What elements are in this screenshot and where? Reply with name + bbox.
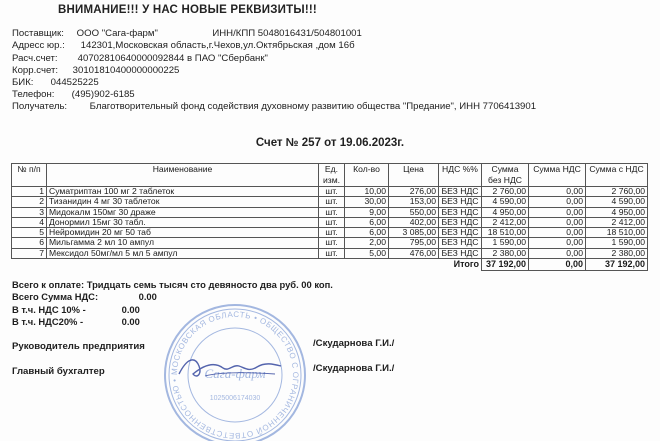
total-in-words: Всего к оплате: Тридцать семь тысяч сто девяносто два руб. 00 коп. bbox=[12, 279, 333, 290]
cell-net-sum: 2 760,00 bbox=[482, 187, 529, 197]
supplier-line bbox=[12, 28, 362, 39]
items-table bbox=[11, 163, 648, 271]
cell-vat-sum: 0,00 bbox=[529, 238, 586, 248]
total-vat-sum: 0,00 bbox=[529, 259, 586, 271]
cell-unit: шт. bbox=[319, 197, 345, 207]
cell-price: 153,00 bbox=[389, 197, 439, 207]
cell-price: 3 085,00 bbox=[389, 228, 439, 238]
inn-kpp: ИНН/КПП 5048016431/504801001 bbox=[212, 28, 362, 39]
cell-index: 1 bbox=[12, 187, 47, 197]
table-header-row bbox=[12, 164, 648, 187]
cell-net-sum: 2 380,00 bbox=[482, 248, 529, 258]
cell-vat-rate: БЕЗ НДС bbox=[439, 197, 482, 207]
col-header-qty: Кол-во bbox=[345, 164, 389, 187]
cell-vat-rate: БЕЗ НДС bbox=[439, 217, 482, 227]
cell-vat-rate: БЕЗ НДС bbox=[439, 248, 482, 258]
table-row bbox=[12, 197, 648, 207]
recipient-value: Благотворительный фонд содействия духовному развитию общества "Предание", ИНН 7706413901 bbox=[89, 101, 537, 112]
cell-gross-sum: 2 412,00 bbox=[586, 217, 648, 227]
bik-label: БИК: bbox=[12, 77, 34, 88]
col-header-name: Наименование bbox=[47, 164, 319, 187]
cell-index: 7 bbox=[12, 248, 47, 258]
vat20-line bbox=[12, 316, 140, 327]
table-total-row bbox=[12, 259, 648, 271]
cell-gross-sum: 18 510,00 bbox=[586, 228, 648, 238]
bik-line bbox=[12, 77, 99, 88]
cell-price: 476,00 bbox=[389, 248, 439, 258]
cell-index: 6 bbox=[12, 238, 47, 248]
cell-price: 795,00 bbox=[389, 238, 439, 248]
recipient-line bbox=[12, 101, 536, 112]
cell-qty: 9,00 bbox=[345, 207, 389, 217]
vat-total-label: Всего Сумма НДС: bbox=[12, 291, 99, 302]
cell-index: 4 bbox=[12, 217, 47, 227]
col-header-gross-sum: Сумма с НДС bbox=[586, 164, 648, 187]
table-row bbox=[12, 238, 648, 248]
table-row bbox=[12, 228, 648, 238]
col-header-index: № п/п bbox=[12, 164, 47, 187]
cell-qty: 6,00 bbox=[345, 217, 389, 227]
cell-unit: шт. bbox=[319, 217, 345, 227]
cell-gross-sum: 4 590,00 bbox=[586, 197, 648, 207]
cell-name: Тизанидин 4 мг 30 таблеток bbox=[47, 197, 319, 207]
cell-price: 276,00 bbox=[389, 187, 439, 197]
handwritten-signature bbox=[175, 352, 285, 382]
cell-net-sum: 1 590,00 bbox=[482, 238, 529, 248]
total-label: Итого bbox=[453, 259, 479, 270]
cell-name: Суматриптан 100 мг 2 таблеток bbox=[47, 187, 319, 197]
vat20-value: 0.00 bbox=[121, 316, 140, 327]
col-header-net-sum: Сумма без НДС bbox=[482, 164, 529, 187]
table-row bbox=[12, 187, 648, 197]
cell-net-sum: 18 510,00 bbox=[482, 228, 529, 238]
cell-index: 3 bbox=[12, 207, 47, 217]
corr-line bbox=[12, 65, 179, 76]
supplier-value: ООО "Сага-фарм" bbox=[76, 28, 158, 39]
total-net-sum: 37 192,00 bbox=[482, 259, 529, 271]
cell-vat-rate: БЕЗ НДС bbox=[439, 207, 482, 217]
cell-qty: 2,00 bbox=[345, 238, 389, 248]
vat10-label: В т.ч. НДС 10% - bbox=[12, 304, 86, 315]
cell-vat-sum: 0,00 bbox=[529, 197, 586, 207]
accountant-label: Главный бухгалтер bbox=[12, 366, 105, 377]
cell-unit: шт. bbox=[319, 248, 345, 258]
cell-net-sum: 4 590,00 bbox=[482, 197, 529, 207]
cell-vat-sum: 0,00 bbox=[529, 217, 586, 227]
cell-vat-rate: БЕЗ НДС bbox=[439, 238, 482, 248]
cell-name: Мексидол 50мг/мл 5 мл 5 ампул bbox=[47, 248, 319, 258]
cell-vat-sum: 0,00 bbox=[529, 187, 586, 197]
address-value: 142301,Московская область,г.Чехов,ул.Октябрьская ,дом 16б bbox=[80, 40, 355, 51]
supplier-label: Поставщик: bbox=[12, 28, 64, 39]
cell-gross-sum: 2 380,00 bbox=[586, 248, 648, 258]
table-row bbox=[12, 248, 648, 258]
invoice-title: Счет № 257 от 19.06.2023г. bbox=[255, 137, 405, 149]
account-label: Расч.счет: bbox=[12, 53, 58, 64]
account-line bbox=[12, 53, 268, 64]
address-label: Адресс юр.: bbox=[12, 40, 65, 51]
phone-label: Телефон: bbox=[12, 89, 55, 100]
col-header-price: Цена bbox=[389, 164, 439, 187]
cell-qty: 5,00 bbox=[345, 248, 389, 258]
corr-value: 30101810400000000225 bbox=[72, 65, 180, 76]
vat20-label: В т.ч. НДС20% - bbox=[12, 316, 84, 327]
cell-qty: 30,00 bbox=[345, 197, 389, 207]
cell-net-sum: 2 412,00 bbox=[482, 217, 529, 227]
col-header-vat-rate: НДС %% bbox=[439, 164, 482, 187]
phone-line bbox=[12, 89, 135, 100]
stamp-bottom-text: 1025006174030 bbox=[209, 395, 261, 402]
accountant-name: /Скударнова Г.И./ bbox=[313, 363, 395, 374]
cell-net-sum: 4 950,00 bbox=[482, 207, 529, 217]
cell-name: Донормил 15мг 30 табл. bbox=[47, 217, 319, 227]
corr-label: Корр.счет: bbox=[12, 65, 59, 76]
cell-name: Нейромидин 20 мг 50 таб bbox=[47, 228, 319, 238]
cell-index: 2 bbox=[12, 197, 47, 207]
cell-name: Мильгамма 2 мл 10 ампул bbox=[47, 238, 319, 248]
vat-total-line bbox=[12, 291, 157, 302]
bik-value: 044525225 bbox=[50, 77, 99, 88]
director-name: /Скударнова Г.И./ bbox=[313, 338, 395, 349]
cell-unit: шт. bbox=[319, 187, 345, 197]
cell-vat-rate: БЕЗ НДС bbox=[439, 228, 482, 238]
phone-value: (495)902-6185 bbox=[71, 89, 135, 100]
cell-qty: 10,00 bbox=[345, 187, 389, 197]
cell-gross-sum: 1 590,00 bbox=[586, 238, 648, 248]
cell-vat-sum: 0,00 bbox=[529, 207, 586, 217]
cell-vat-sum: 0,00 bbox=[529, 248, 586, 258]
col-header-vat-sum: Сумма НДС bbox=[529, 164, 586, 187]
vat-total-value: 0.00 bbox=[138, 291, 157, 302]
table-row bbox=[12, 207, 648, 217]
stamp-center-text: Сага-фарм bbox=[204, 366, 266, 381]
total-gross-sum: 37 192,00 bbox=[586, 259, 648, 271]
cell-index: 5 bbox=[12, 228, 47, 238]
director-label: Руководитель предприятия bbox=[12, 341, 145, 352]
recipient-label: Получатель: bbox=[12, 101, 68, 112]
address-line bbox=[12, 40, 355, 51]
vat10-line bbox=[12, 304, 140, 315]
cell-vat-rate: БЕЗ НДС bbox=[439, 187, 482, 197]
cell-name: Мидокалм 150мг 30 драже bbox=[47, 207, 319, 217]
cell-qty: 6,00 bbox=[345, 228, 389, 238]
vat10-value: 0.00 bbox=[121, 304, 140, 315]
stamp-ring-text: МОСКОВСКАЯ ОБЛАСТЬ • ОБЩЕСТВО С ОГРАНИЧЕННОЙ ОТВЕТСТВЕННОСТЬЮ • bbox=[169, 309, 301, 441]
table-row bbox=[12, 217, 648, 227]
cell-gross-sum: 4 950,00 bbox=[586, 207, 648, 217]
cell-unit: шт. bbox=[319, 228, 345, 238]
cell-gross-sum: 2 760,00 bbox=[586, 187, 648, 197]
cell-unit: шт. bbox=[319, 207, 345, 217]
col-header-unit: Ед. изм. bbox=[319, 164, 345, 187]
account-value: 40702810640000092844 в ПАО "Сбербанк" bbox=[77, 53, 268, 64]
cell-price: 402,00 bbox=[389, 217, 439, 227]
notice-banner: ВНИМАНИЕ!!! У НАС НОВЫЕ РЕКВИЗИТЫ!!! bbox=[58, 4, 317, 16]
cell-price: 550,00 bbox=[389, 207, 439, 217]
cell-vat-sum: 0,00 bbox=[529, 228, 586, 238]
cell-unit: шт. bbox=[319, 238, 345, 248]
